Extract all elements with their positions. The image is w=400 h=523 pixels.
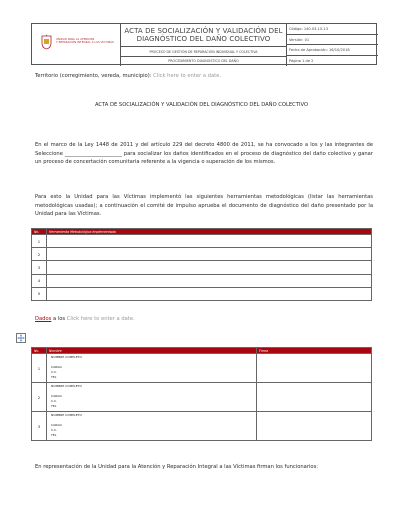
name-cell[interactable]: [47, 354, 257, 383]
id-label: C.C.: [51, 399, 58, 403]
row-number: 2: [32, 383, 47, 412]
coat-of-arms-icon: [41, 34, 52, 50]
intro-paragraph[interactable]: En el marco de la Ley 1448 de 2011 y del artículo 229 del decreto 4800 de 2011, se ha convocado a los y las integrantes de Seleccione ______________________ para socializar los daños identificados en el proceso de diagnóstico del daño colectivo y ganar un proceso de concertación comunitaria referente a la vigencia o superación de los mismos.: [35, 142, 373, 166]
signature-cell[interactable]: [257, 383, 372, 412]
document-title: ACTA DE SOCIALIZACIÓN Y VALIDACIÓN DEL DIAGNÓSTICO DEL DAÑO COLECTIVO: [94, 102, 309, 108]
phone-label: TEL: [51, 404, 57, 408]
row-number: 3: [32, 412, 47, 441]
table-row: [32, 383, 372, 412]
logo-text: [56, 38, 118, 44]
position-label: CARGO: [51, 365, 62, 369]
tool-cell[interactable]: [47, 248, 372, 261]
signatures-col-name: Nombre: [47, 348, 257, 354]
table-row: [32, 274, 372, 287]
name-cell[interactable]: [47, 412, 257, 441]
full-name-label: NOMBRE COMPLETO: [51, 355, 82, 359]
territory-line: [35, 72, 221, 81]
signatures-col-no: No.: [32, 348, 47, 354]
row-number: 3: [32, 261, 47, 274]
table-row: [32, 248, 372, 261]
header-code: Código: 140.03.15-13: [287, 24, 378, 35]
closing-paragraph: En representación de la Unidad para la Atención y Reparación Integral a las Víctimas firman los funcionarios:: [35, 464, 319, 470]
tools-col-no: No.: [32, 229, 47, 235]
position-label: CARGO: [51, 394, 62, 398]
name-cell[interactable]: [47, 383, 257, 412]
row-number: 5: [32, 287, 47, 300]
table-row: [32, 354, 372, 383]
row-number: 4: [32, 274, 47, 287]
document-header: [31, 23, 377, 65]
methodology-paragraph[interactable]: Para esto la Unidad para las Víctimas implementó las siguientes herramientas metodológicas (listar las herramientas metodológicas usadas); a continuación el comité de impulso aprueba el documento de diagnóstico del daño presentado por la Unidad para las Víctimas.: [35, 194, 373, 218]
tool-cell[interactable]: [47, 287, 372, 300]
attendees-date-field[interactable]: Click here to enter a date.: [66, 316, 135, 322]
header-process: PROCESO DE GESTIÓN DE REPARACIÓN INDIVIDUAL Y COLECTIVA: [121, 47, 287, 57]
table-row: [32, 235, 372, 248]
table-row: [32, 287, 372, 300]
attendees-line: [35, 315, 135, 324]
territory-date-field[interactable]: Click here to enter a date.: [153, 73, 222, 79]
full-name-label: NOMBRE COMPLETO: [51, 384, 82, 388]
tools-col-tool: Herramienta Metodológica Implementada: [47, 229, 372, 235]
tool-cell[interactable]: [47, 274, 372, 287]
signatures-table: [31, 347, 372, 441]
table-row: [32, 412, 372, 441]
position-label: CARGO: [51, 423, 62, 427]
territory-label: Territorio (corregimiento, vereda, municipio):: [35, 73, 152, 79]
row-number: 1: [32, 235, 47, 248]
id-label: C.C.: [51, 428, 58, 432]
full-name-label: NOMBRE COMPLETO: [51, 413, 82, 417]
phone-label: TEL: [51, 433, 57, 437]
row-number: 2: [32, 248, 47, 261]
logo-text-line-2: Y REPARACIÓN INTEGRAL A LAS VÍCTIMAS: [56, 41, 114, 45]
header-version: Versión: 01: [287, 35, 378, 46]
logo-cell: [32, 24, 121, 66]
header-procedure: PROCEDIMIENTO DIAGNÓSTICO DEL DAÑO: [121, 57, 287, 66]
table-row: [32, 261, 372, 274]
signature-cell[interactable]: [257, 354, 372, 383]
table-move-handle-icon[interactable]: [16, 333, 26, 343]
logo-text-line-1: UNIDAD PARA LA ATENCIÓN: [56, 38, 95, 41]
signatures-col-signature: Firma: [257, 348, 372, 354]
attendees-middle: a los: [51, 316, 67, 322]
header-approval-date: Fecha de Aprobación: 16/10/2018: [287, 45, 378, 56]
attendees-prefix: Dados: [35, 316, 52, 322]
tool-cell[interactable]: [47, 261, 372, 274]
phone-label: TEL: [51, 375, 57, 379]
header-title: ACTA DE SOCIALIZACIÓN Y VALIDACIÓN DEL DIAGNÓSTICO DEL DAÑO COLECTIVO: [121, 24, 287, 47]
tools-table: [31, 228, 372, 301]
id-label: C.C.: [51, 370, 58, 374]
header-page-number: Página 1 de 2: [289, 58, 314, 63]
row-number: 1: [32, 354, 47, 383]
signature-cell[interactable]: [257, 412, 372, 441]
tool-cell[interactable]: [47, 235, 372, 248]
